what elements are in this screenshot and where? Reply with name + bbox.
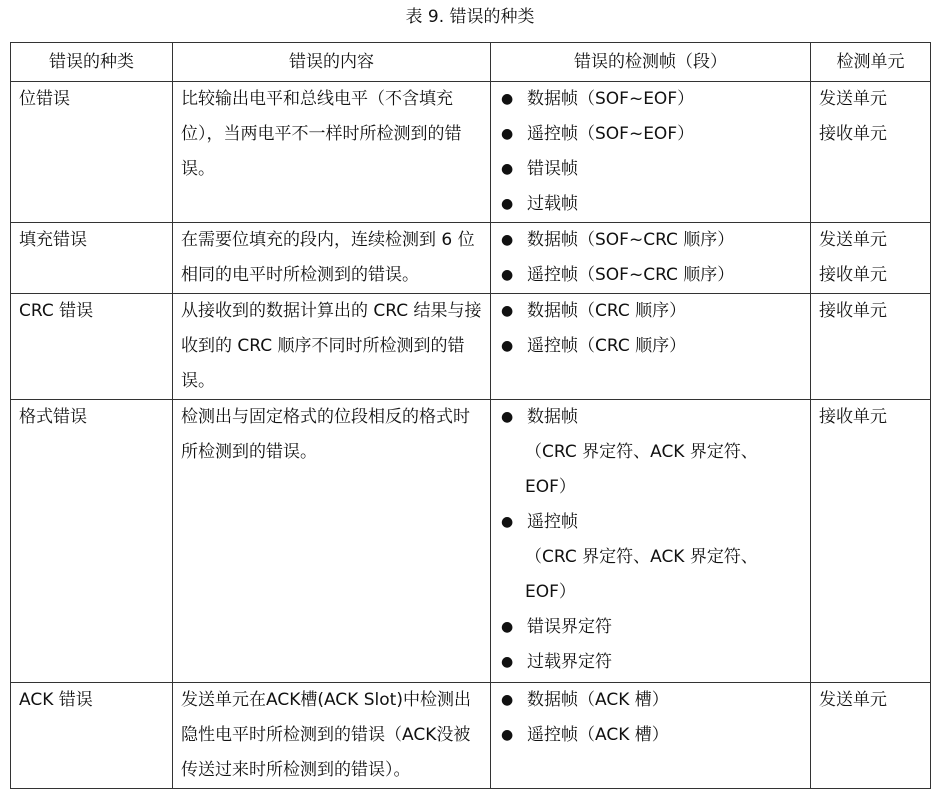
- detection-frame-cell: [491, 294, 811, 400]
- frame-list-item: [499, 505, 802, 610]
- error-type-cell: 位错误: [11, 82, 173, 223]
- frame-list: [499, 683, 802, 753]
- frame-list-item: [499, 645, 802, 680]
- frame-list-item: [499, 294, 802, 329]
- error-content-cell: 在需要位填充的段内，连续检测到 6 位相同的电平时所检测到的错误。: [173, 223, 491, 294]
- frame-text: 遥控帧: [527, 512, 578, 532]
- frame-list-item: [499, 258, 802, 293]
- frame-list: [499, 82, 802, 222]
- error-content-cell: 从接收到的数据计算出的 CRC 结果与接收到的 CRC 顺序不同时所检测到的错误。: [173, 294, 491, 400]
- detection-unit-cell: [811, 223, 931, 294]
- bullet-icon: ●: [501, 727, 514, 743]
- frame-list: [499, 223, 802, 293]
- frame-list-item: [499, 117, 802, 152]
- detection-unit-cell: [811, 82, 931, 223]
- bullet-icon: ●: [501, 232, 514, 248]
- bullet-icon: ●: [501, 91, 514, 107]
- frame-text: 错误界定符: [527, 617, 612, 637]
- table-row: [11, 683, 931, 789]
- bullet-icon: ●: [501, 161, 514, 177]
- frame-text: 数据帧（SOF~EOF）: [527, 89, 695, 109]
- error-types-table: [10, 42, 931, 789]
- frame-list-item: [499, 223, 802, 258]
- frame-list-item: [499, 400, 802, 505]
- frame-list-item: [499, 82, 802, 117]
- frame-text: 错误帧: [527, 159, 578, 179]
- frame-text: 数据帧（CRC 顺序）: [527, 301, 687, 321]
- table-row: [11, 294, 931, 400]
- detection-unit-cell: [811, 294, 931, 400]
- detection-frame-cell: [491, 683, 811, 789]
- detection-unit: 接收单元: [819, 301, 887, 321]
- error-type-cell: CRC 错误: [11, 294, 173, 400]
- detection-unit: 发送单元: [819, 230, 887, 250]
- frame-list: [499, 400, 802, 680]
- frame-list-item: [499, 610, 802, 645]
- bullet-icon: ●: [501, 196, 514, 212]
- frame-list-item: [499, 187, 802, 222]
- frame-text: 数据帧: [527, 407, 578, 427]
- frame-subtext: （CRC 界定符、ACK 界定符、: [525, 442, 758, 462]
- error-content-cell: 检测出与固定格式的位段相反的格式时所检测到的错误。: [173, 400, 491, 683]
- bullet-icon: ●: [501, 514, 514, 530]
- bullet-icon: ●: [501, 619, 514, 635]
- bullet-icon: ●: [501, 654, 514, 670]
- header-error-content: 错误的内容: [173, 43, 491, 82]
- bullet-icon: ●: [501, 126, 514, 142]
- table-header-row: [11, 43, 931, 82]
- frame-text: 遥控帧（ACK 槽）: [527, 725, 669, 745]
- frame-text: 数据帧（ACK 槽）: [527, 690, 669, 710]
- error-type-cell: 格式错误: [11, 400, 173, 683]
- frame-list-item: [499, 152, 802, 187]
- detection-unit: 接收单元: [819, 124, 887, 144]
- detection-unit: 发送单元: [819, 89, 887, 109]
- bullet-icon: ●: [501, 692, 514, 708]
- bullet-icon: ●: [501, 303, 514, 319]
- frame-text: 过载帧: [527, 194, 578, 214]
- table-row: [11, 400, 931, 683]
- frame-text: 数据帧（SOF~CRC 顺序）: [527, 230, 735, 250]
- frame-list: [499, 294, 802, 364]
- detection-unit-cell: [811, 400, 931, 683]
- detection-frame-cell: [491, 82, 811, 223]
- frame-text: 遥控帧（CRC 顺序）: [527, 336, 687, 356]
- table-row: [11, 223, 931, 294]
- frame-subtext: EOF）: [525, 582, 576, 602]
- frame-text: 遥控帧（SOF~CRC 顺序）: [527, 265, 735, 285]
- detection-unit: 接收单元: [819, 265, 887, 285]
- frame-list-item: [499, 329, 802, 364]
- frame-list-item: [499, 718, 802, 753]
- error-type-cell: 填充错误: [11, 223, 173, 294]
- detection-unit: 发送单元: [819, 690, 887, 710]
- bullet-icon: ●: [501, 338, 514, 354]
- frame-text: 过载界定符: [527, 652, 612, 672]
- detection-unit-cell: [811, 683, 931, 789]
- error-content-cell: 比较输出电平和总线电平（不含填充位），当两电平不一样时所检测到的错误。: [173, 82, 491, 223]
- error-content-cell: 发送单元在ACK槽(ACK Slot)中检测出隐性电平时所检测到的错误（ACK没被传送过来时所检测到的错误）。: [173, 683, 491, 789]
- frame-subtext: （CRC 界定符、ACK 界定符、: [525, 547, 758, 567]
- table-caption: 表 9. 错误的种类: [405, 7, 535, 27]
- header-detection-frame: 错误的检测帧（段）: [491, 43, 811, 82]
- bullet-icon: ●: [501, 267, 514, 283]
- frame-subtext: EOF）: [525, 477, 576, 497]
- header-detection-unit: 检测单元: [811, 43, 931, 82]
- detection-unit: 接收单元: [819, 407, 887, 427]
- frame-list-item: [499, 683, 802, 718]
- bullet-icon: ●: [501, 409, 514, 425]
- table-row: [11, 82, 931, 223]
- detection-frame-cell: [491, 400, 811, 683]
- frame-text: 遥控帧（SOF~EOF）: [527, 124, 695, 144]
- header-error-type: 错误的种类: [11, 43, 173, 82]
- detection-frame-cell: [491, 223, 811, 294]
- error-type-cell: ACK 错误: [11, 683, 173, 789]
